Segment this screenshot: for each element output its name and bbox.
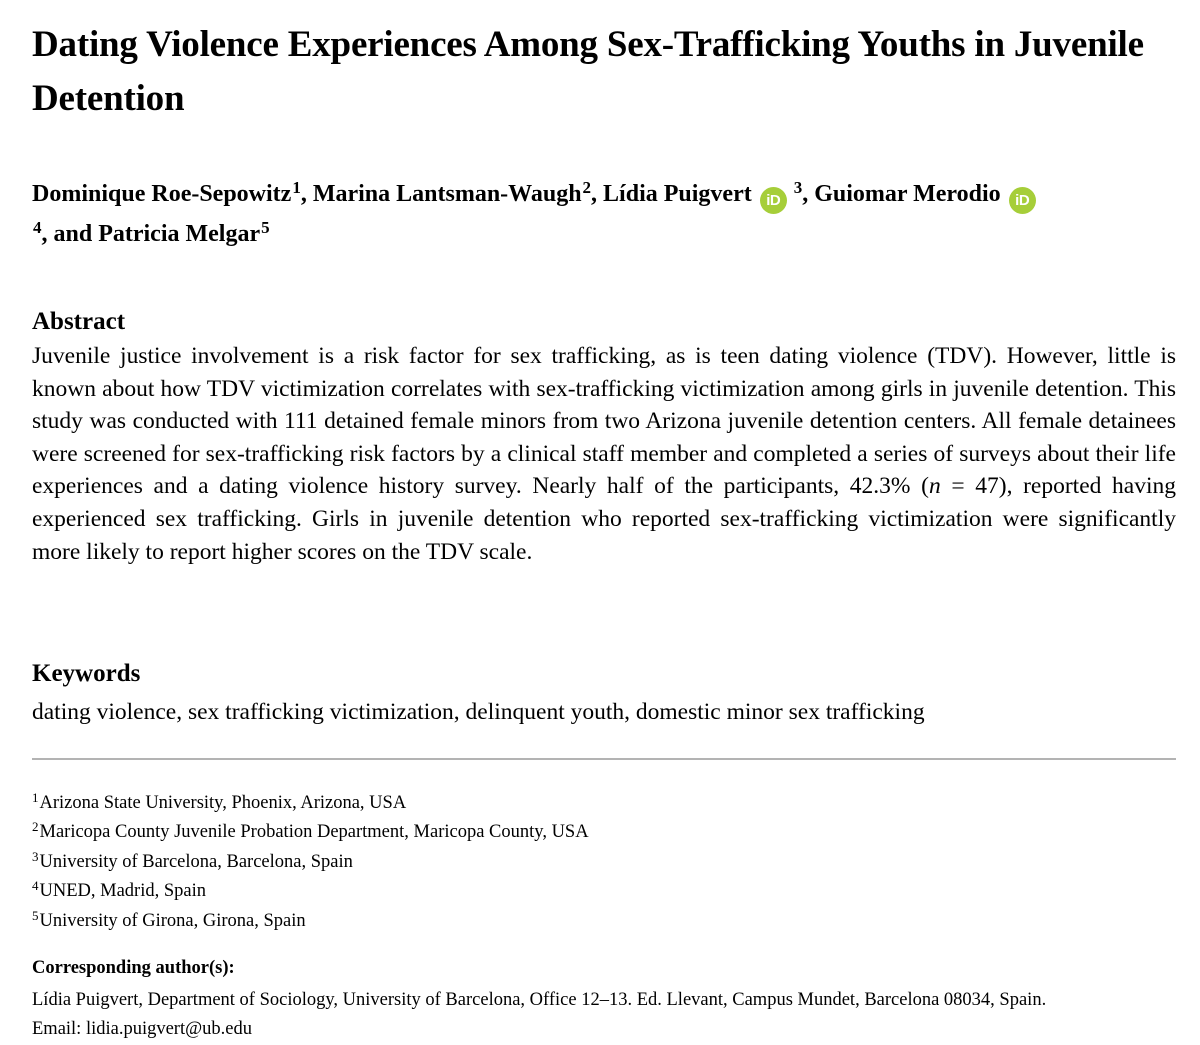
- author: [32, 178, 313, 207]
- affiliation-item: [32, 907, 1176, 936]
- paper-title: Dating Violence Experiences Among Sex-Trafficking Youths in Juvenile Detention: [32, 24, 1144, 119]
- abstract-text-part-1: Juvenile justice involvement is a risk factor for sex trafficking, as is teen dating violence (TDV). However, little is known about how TDV victimization correlates with sex-trafficking victimization among girls in juvenile detention. This study was conducted with 111 detained female minors from two Arizona juvenile detention centers. All female detainees were screened for sex-trafficking risk factors by a clinical staff member and completed a series of surveys about their life experiences and a dating violence history survey. Nearly half of the participants, 42.3% (: [32, 343, 1176, 500]
- abstract-n-symbol: n: [928, 473, 941, 500]
- keywords-text: dating violence, sex trafficking victimization, delinquent youth, domestic minor sex trafficking: [32, 699, 925, 725]
- affiliation-text: University of Girona, Girona, Spain: [39, 910, 306, 931]
- author-affiliation-number: 3: [793, 178, 803, 197]
- author-name: Guiomar Merodio: [814, 181, 1001, 207]
- author-name: Patricia Melgar: [98, 221, 261, 247]
- affiliation-list: [32, 789, 1176, 936]
- author-list: [32, 174, 1182, 254]
- corresponding-author-heading: Corresponding author(s):: [32, 958, 235, 978]
- orcid-icon[interactable]: iD: [760, 187, 787, 214]
- affiliation-number: 3: [32, 848, 39, 864]
- affiliation-text: Arizona State University, Phoenix, Arizona, USA: [39, 793, 407, 813]
- author-affiliation-number: 5: [261, 218, 270, 237]
- author-name: Marina Lantsman-Waugh: [312, 181, 582, 207]
- corresponding-author-details: [32, 986, 1176, 1043]
- affiliation-item: [32, 877, 1176, 906]
- author-affiliation-number: 2: [582, 178, 592, 197]
- section-divider: [32, 758, 1176, 760]
- author: [603, 178, 815, 209]
- affiliation-text: UNED, Madrid, Spain: [39, 881, 206, 902]
- author-separator: ,: [802, 181, 815, 207]
- author: [98, 218, 270, 247]
- author-affiliation-number: 1: [292, 178, 301, 197]
- author-separator: ,: [300, 181, 313, 207]
- affiliation-number: 4: [32, 878, 39, 894]
- abstract-text-part-2: = 47), reported having experienced sex trafficking. Girls in juvenile detention who reported sex-trafficking victimization were significantly more likely to report higher scores on the TDV scale.: [32, 473, 1176, 565]
- abstract-text: [32, 340, 1176, 568]
- affiliation-number: 2: [32, 819, 39, 835]
- author-separator: , and: [41, 221, 99, 247]
- author-affiliation-number: 4: [33, 218, 42, 237]
- orcid-icon[interactable]: iD: [1009, 187, 1036, 214]
- affiliation-number: 5: [32, 907, 39, 923]
- abstract-heading: Abstract: [32, 308, 126, 335]
- author: [312, 178, 604, 207]
- author-name: Dominique Roe-Sepowitz: [32, 181, 292, 207]
- affiliation-number: 1: [32, 790, 39, 805]
- author-name: Lídia Puigvert: [603, 181, 752, 207]
- affiliation-text: University of Barcelona, Barcelona, Spain: [39, 851, 353, 872]
- corresponding-author-address: Lídia Puigvert, Department of Sociology, University of Barcelona, Office 12–13. Ed. Llevant, Campus Mundet, Barcelona 08034, Spain.: [32, 990, 1047, 1010]
- affiliation-item: [32, 848, 1176, 877]
- affiliation-item: [32, 818, 1176, 847]
- affiliation-text: Maricopa County Juvenile Probation Department, Maricopa County, USA: [39, 822, 589, 843]
- corresponding-author-email: Email: lidia.puigvert@ub.edu: [32, 1018, 252, 1039]
- affiliation-item: [32, 789, 1176, 818]
- keywords-heading: Keywords: [32, 660, 141, 687]
- author-separator: ,: [591, 181, 604, 207]
